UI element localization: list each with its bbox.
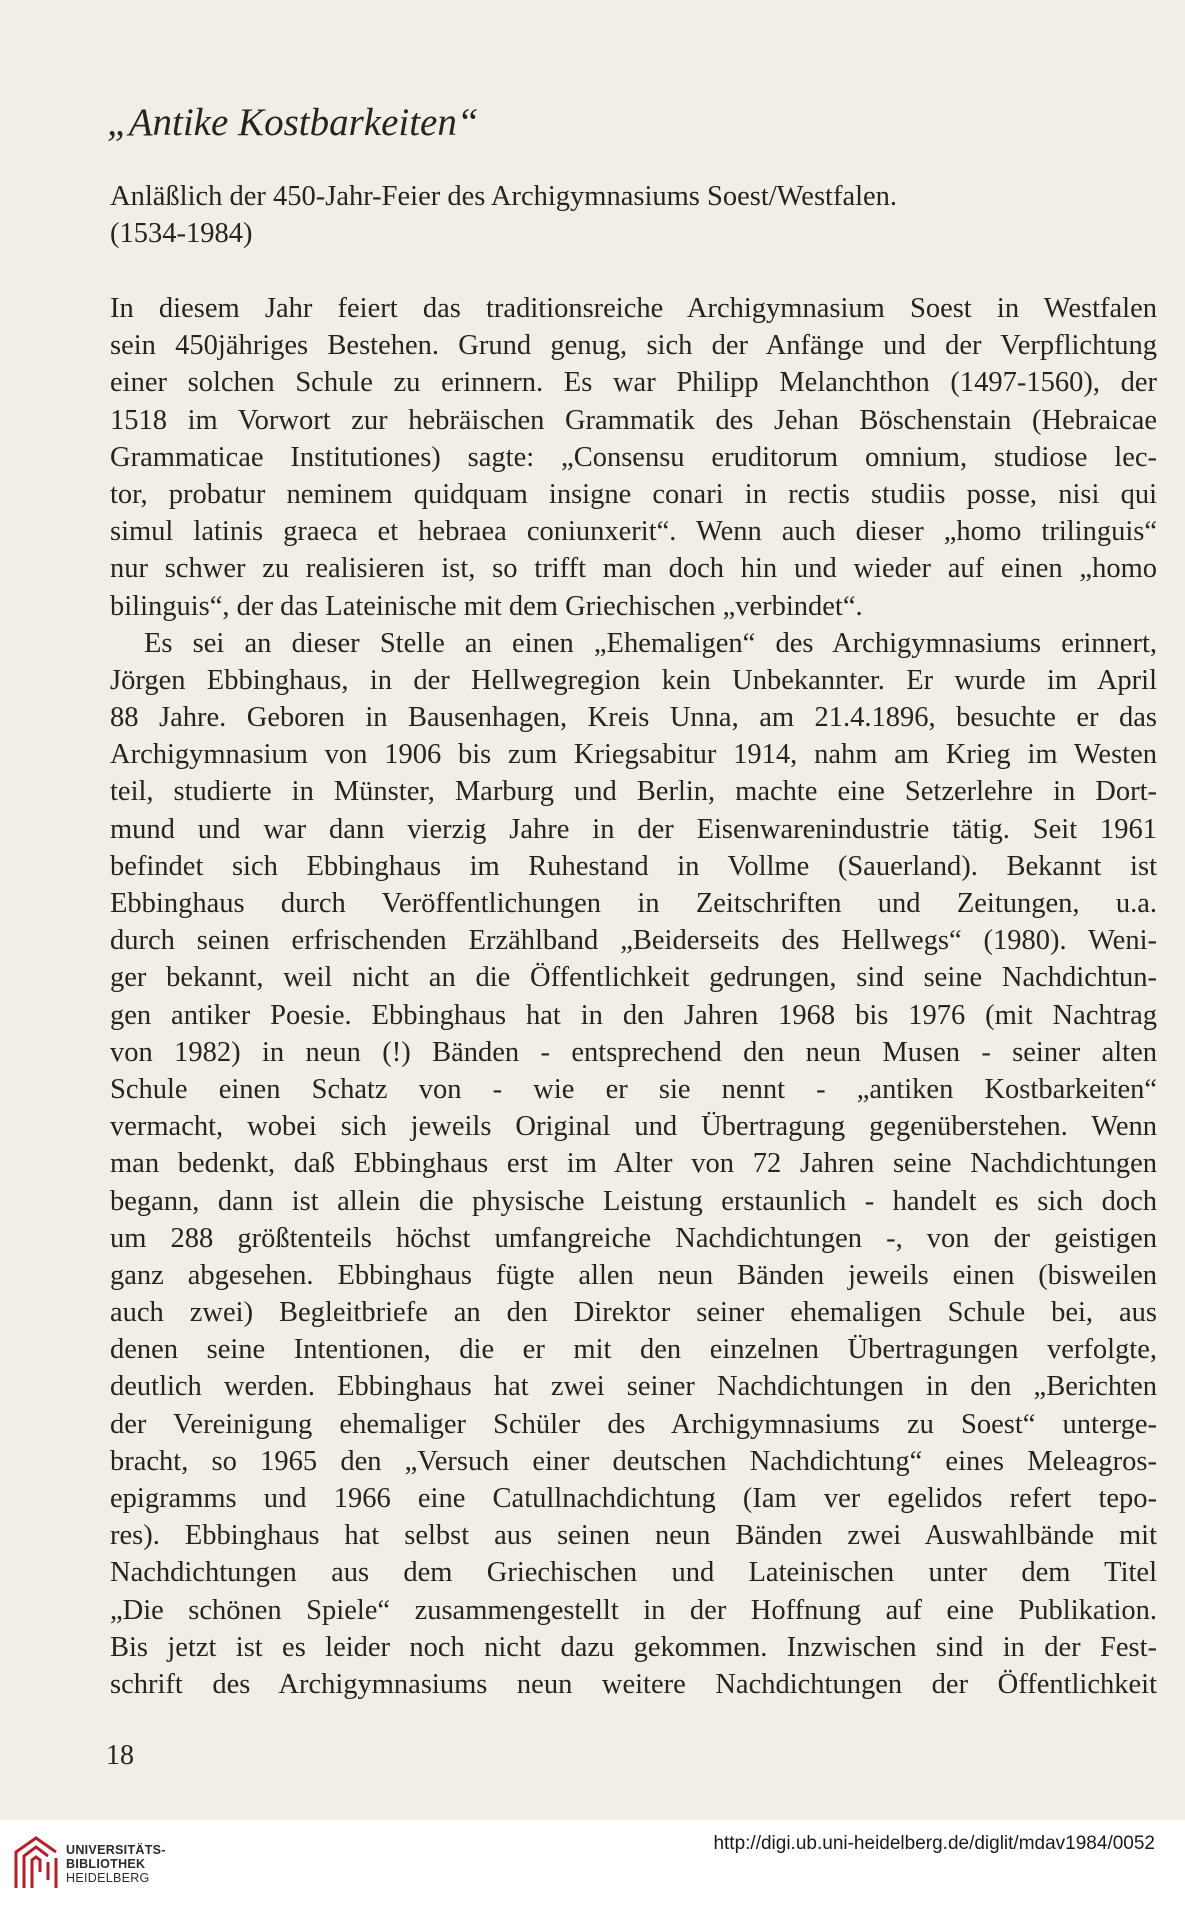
body-line: denen seine Intentionen, die er mit den einzelnen Übertragungen verfolgte, [110, 1334, 1157, 1366]
body-line: mund und war dann vierzig Jahre in der Eisenwarenindustrie tätig. Seit 1961 [110, 813, 1157, 845]
body-line: deutlich werden. Ebbinghaus hat zwei seiner Nachdichtungen in den „Berichten [110, 1371, 1157, 1403]
body-line: begann, dann ist allein die physische Leistung erstaunlich - handelt es sich doch [110, 1185, 1157, 1217]
body-line: befindet sich Ebbinghaus im Ruhestand in Vollme (Sauerland). Bekannt ist [110, 850, 1157, 882]
body-line: 1518 im Vorwort zur hebräischen Grammatik des Jehan Böschenstain (Hebraicae [110, 404, 1157, 436]
body-line: 88 Jahre. Geboren in Bausenhagen, Kreis Unna, am 21.4.1896, besuchte er das [110, 702, 1157, 734]
body-line: In diesem Jahr feiert das traditionsreiche Archigymnasium Soest in Westfalen [110, 293, 1157, 324]
library-logo-icon [12, 1832, 60, 1892]
body-line: Bis jetzt ist es leider noch nicht dazu gekommen. Inzwischen sind in der Fest- [110, 1631, 1157, 1663]
body-line: „Die schönen Spiele“ zusammengestellt in der Hoffnung auf eine Publikation. [110, 1594, 1157, 1626]
body-line: epigramms und 1966 eine Catullnachdichtung (Iam ver egelidos refert tepo- [110, 1483, 1157, 1514]
body-line: bracht, so 1965 den „Versuch einer deutschen Nachdichtung“ eines Meleagros- [110, 1445, 1157, 1477]
library-name-line: HEIDELBERG [66, 1871, 150, 1885]
library-name-line: BIBLIOTHEK [66, 1857, 146, 1871]
body-line: um 288 größtenteils höchst umfangreiche Nachdichtungen -, von der geistigen [110, 1222, 1157, 1254]
body-line: ger bekannt, weil nicht an die Öffentlichkeit gedrungen, sind seine Nachdichtun- [110, 962, 1157, 994]
body-line: tor, probatur neminem quidquam insigne conari in rectis studiis posse, nisi qui [110, 478, 1157, 510]
body-line: res). Ebbinghaus hat selbst aus seinen neun Bänden zwei Auswahlbände mit [110, 1520, 1157, 1552]
body-line: gen antiker Poesie. Ebbinghaus hat in den Jahren 1968 bis 1976 (mit Nachtrag [110, 999, 1157, 1031]
body-line: Ebbinghaus durch Veröffentlichungen in Zeitschriften und Zeitungen, u.a. [110, 888, 1157, 919]
body-line: bilinguis“, der das Lateinische mit dem Griechischen „verbindet“. [110, 590, 863, 622]
body-line: sein 450jähriges Bestehen. Grund genug, sich der Anfänge und der Verpflichtung [110, 330, 1157, 362]
body-line: ganz abgesehen. Ebbinghaus fügte allen neun Bänden jeweils einen (bisweilen [110, 1259, 1157, 1291]
body-line: Es sei an dieser Stelle an einen „Ehemaligen“ des Archigymnasiums erinnert, [144, 627, 1157, 659]
body-line: man bedenkt, daß Ebbinghaus erst im Alter von 72 Jahren seine Nachdichtungen [110, 1148, 1157, 1180]
body-line: vermacht, wobei sich jeweils Original und Übertragung gegenüberstehen. Wenn [110, 1111, 1157, 1143]
article-title: „Antike Kostbarkeiten“ [107, 101, 479, 144]
article-subtitle [110, 178, 897, 252]
body-line: Schule einen Schatz von - wie er sie nennt - „antiken Kostbarkeiten“ [110, 1073, 1157, 1105]
body-line: nur schwer zu realisieren ist, so trifft man doch hin und wieder auf einen „homo [110, 553, 1157, 585]
article-body [110, 290, 1157, 1703]
subtitle-line: (1534-1984) [110, 218, 253, 249]
body-line: einer solchen Schule zu erinnern. Es war Philipp Melanchthon (1497-1560), der [110, 367, 1157, 399]
body-line: teil, studierte in Münster, Marburg und Berlin, machte eine Setzerlehre in Dort- [110, 776, 1157, 808]
body-line: schrift des Archigymnasiums neun weitere Nachdichtungen der Öffentlichkeit [110, 1668, 1157, 1700]
body-line: Nachdichtungen aus dem Griechischen und Lateinischen unter dem Titel [110, 1557, 1157, 1589]
body-line: von 1982) in neun (!) Bänden - entsprechend den neun Musen - seiner alten [110, 1036, 1157, 1068]
body-line: Grammaticae Institutiones) sagte: „Consensu eruditorum omnium, studiose lec- [110, 441, 1157, 473]
footer [0, 1820, 1185, 1905]
body-line: auch zwei) Begleitbriefe an den Direktor seiner ehemaligen Schule bei, aus [110, 1297, 1157, 1329]
source-url-link[interactable]: http://digi.ub.uni-heidelberg.de/diglit/mdav1984/0052 [713, 1833, 1155, 1854]
body-line: der Vereinigung ehemaliger Schüler des Archigymnasiums zu Soest“ unterge- [110, 1408, 1157, 1440]
body-line: simul latinis graeca et hebraea coniunxerit“. Wenn auch dieser „homo trilinguis“ [110, 516, 1157, 548]
subtitle-line: Anläßlich der 450-Jahr-Feier des Archigymnasiums Soest/Westfalen. [110, 181, 898, 212]
body-line: Archigymnasium von 1906 bis zum Kriegsabitur 1914, nahm am Krieg im Westen [110, 739, 1157, 771]
library-name-line: UNIVERSITÄTS- [66, 1843, 166, 1857]
library-name [66, 1843, 166, 1885]
body-line: Jörgen Ebbinghaus, in der Hellwegregion kein Unbekannter. Er wurde im April [110, 664, 1157, 696]
body-line: durch seinen erfrischenden Erzählband „Beiderseits des Hellwegs“ (1980). Weni- [110, 925, 1157, 957]
page-number: 18 [106, 1740, 134, 1771]
